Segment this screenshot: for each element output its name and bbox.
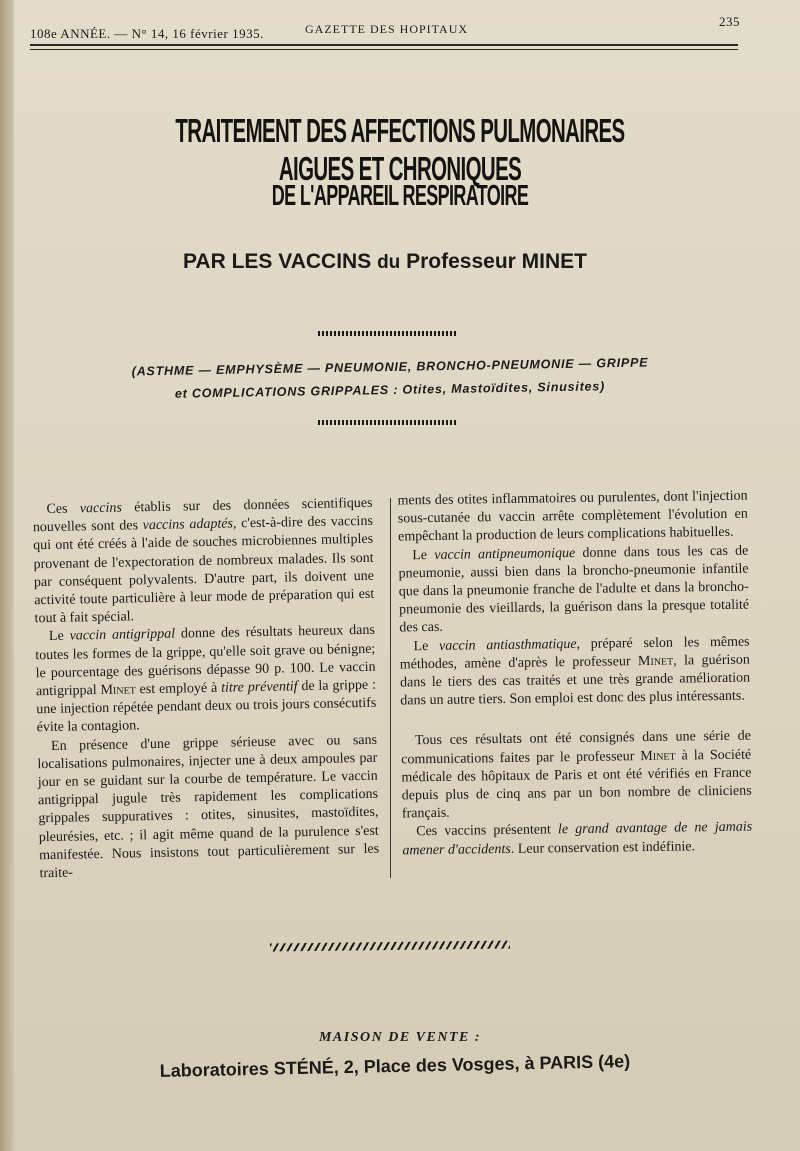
ornament-bottom xyxy=(318,420,458,425)
ornament-top xyxy=(318,331,458,336)
text: Ces vaccins présentent xyxy=(416,822,559,840)
text: établis sur des données scientifiques nouvelles sont des xyxy=(32,495,373,536)
text: Le xyxy=(413,638,440,654)
text: Le xyxy=(48,629,70,645)
text-italic: vaccin antipneumonique xyxy=(434,545,576,563)
page-edge xyxy=(0,0,14,1151)
paragraph: En présence d'une grippe sérieuse avec ou sans localisations pulmonaires, injecter une à deux ampoules par jour en se guidant sur la courbe de température. Le vaccin antigrippal jugule très rapidement les complications grippales suppuratives : otites, sinusites, mastoïdites, pleurésies, etc. ; il agit même quand de la purulence s'est manifestée. Nous insistons tout particulièrement sur les traite- xyxy=(37,732,380,882)
text-small-caps: Minet xyxy=(100,682,136,699)
paragraph xyxy=(32,495,374,629)
text-italic: le grand avantage de ne jamais amener d'accidents xyxy=(402,819,753,859)
subtitle-part-a: PAR LES VACCINS xyxy=(182,250,372,273)
paragraph xyxy=(399,633,750,711)
header-rule xyxy=(30,44,738,46)
text-italic: vaccin antigrippal xyxy=(69,627,176,645)
paragraph xyxy=(398,542,749,638)
subtitle xyxy=(0,250,770,274)
text: Le xyxy=(412,547,435,563)
text: Tous ces résultats ont été consignés dans une série de communications faites par le professeur xyxy=(401,728,751,768)
indications-line2: et COMPLICATIONS GRIPPALES : Otites, Mastoïdites, Sinusites) xyxy=(174,379,606,401)
page-number: 235 xyxy=(719,14,740,29)
text-italic: vaccin antiasthmatique xyxy=(438,636,577,654)
text-small-caps: Minet xyxy=(637,653,674,669)
header-rule-thin xyxy=(30,49,738,50)
text: donne dans tous les cas de pneumonie, aussi bien dans la broncho-pneumonie infantile que dans la pneumonie franche de l'adulte et dans la broncho-pneumonie des vieillards, la guérison dans la presque totalité des cas. xyxy=(398,543,750,636)
paragraph xyxy=(402,819,752,860)
text-italic: titre préventif xyxy=(220,679,298,696)
laboratory-address: Laboratoires STÉNÉ, 2, Place des Vosges, à PARIS (4e) xyxy=(159,1051,631,1081)
text: Ces xyxy=(46,501,81,518)
paragraph xyxy=(35,622,377,738)
indications-line1: (ASTHME — EMPHYSÈME — PNEUMONIE, BRONCHO-PNEUMONIE — GRIPPE xyxy=(131,355,649,379)
text-italic: vaccins adaptés xyxy=(142,516,234,534)
subtitle-part-c: Professeur MINET xyxy=(406,250,588,273)
main-title-line2: DE L'APPAREIL RESPIRATOIRE xyxy=(271,180,529,212)
wave-ornament xyxy=(270,941,510,952)
journal-name: GAZETTE DES HOPITAUX xyxy=(305,22,469,36)
text: , préparé selon les mêmes méthodes, amène d'après le professeur xyxy=(399,634,750,673)
text: à la Société médicale des hôpitaux de Paris et ont été vérifiés en France depuis plus de cinq ans par un bon nombre de cliniciens français. xyxy=(401,747,752,822)
text: , c'est-à-dire des vaccins qui ont été créés à l'aide de souches microbiennes multiples provenant de l'expectoration de nombreux malades. Ils sont par conséquent polyvalents. D'autre part, ils doivent une activité toute particulière à leur mode de préparation qui est tout à fait spécial. xyxy=(33,513,375,627)
column-divider xyxy=(390,498,391,878)
text: . Leur conservation est indéfinie. xyxy=(510,838,696,857)
issue-line: 108e ANNÉE. — N° 14, 16 février 1935. xyxy=(30,26,264,41)
text: de la grippe : une injection répétée pendant deux ou trois jours consécutifs évite la contagion. xyxy=(36,677,377,736)
paragraph xyxy=(401,728,752,824)
left-column xyxy=(32,495,379,884)
text-small-caps: Minet xyxy=(640,748,676,764)
text-italic: vaccins xyxy=(79,500,122,517)
text: donne des résultats heureux dans toutes les formes de la grippe, qu'elle soit grave ou bénigne; le pourcentage des guérisons dépasse 90 p. 100. Le vaccin antigrippal xyxy=(35,623,376,700)
right-column xyxy=(397,488,752,861)
main-title-line1: TRAITEMENT DES AFFECTIONS PULMONAIRES AIGUES ET CHRONIQUES xyxy=(175,112,625,187)
text: est employé à xyxy=(135,680,222,698)
paragraph: ments des otites inflammatoires ou purulentes, dont l'injection sous-cutanée du vaccin arrête complètement l'évolution en empêchant la production de leurs complications habituelles. xyxy=(397,488,748,545)
sales-house-label: MAISON DE VENTE : xyxy=(318,1030,482,1045)
subtitle-part-b: du xyxy=(377,252,401,273)
text: , la guérison dans le tiers des cas traités et une très grande amélioration dans un autre tiers. Son emploi est donc des plus intéressants. xyxy=(400,652,751,709)
